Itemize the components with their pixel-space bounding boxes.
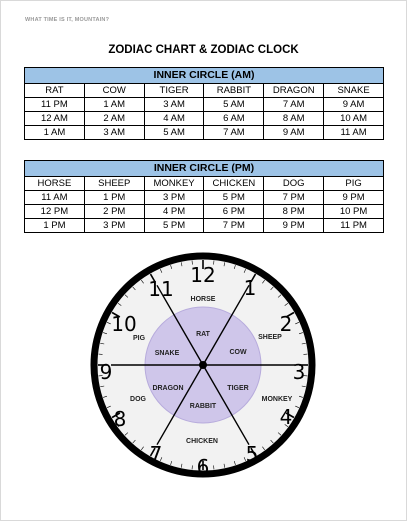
table-cell: 5 PM xyxy=(204,191,264,205)
table-cell: 6 PM xyxy=(204,205,264,219)
table-cell: 1 PM xyxy=(25,219,85,233)
table-cell: 9 AM xyxy=(324,98,384,112)
table-cell: 12 AM xyxy=(25,112,85,126)
outer-animal-dog: DOG xyxy=(130,396,146,403)
am-zodiac-table xyxy=(24,67,384,140)
clock-number-1: 1 xyxy=(243,276,257,300)
table-cell: 7 PM xyxy=(204,219,264,233)
clock-number-5: 5 xyxy=(245,442,259,466)
clock-number-2: 2 xyxy=(279,312,293,336)
table-cell: 10 PM xyxy=(324,205,384,219)
table-row xyxy=(25,98,384,112)
table-cell: 1 AM xyxy=(25,126,85,140)
pm-col-header: PIG xyxy=(324,177,384,191)
table-cell: 3 PM xyxy=(84,219,144,233)
table-cell: 2 PM xyxy=(84,205,144,219)
clock-number-9: 9 xyxy=(99,360,113,384)
clock-number-3: 3 xyxy=(292,360,306,384)
am-col-header: TIGER xyxy=(144,84,204,98)
inner-animal-rat: RAT xyxy=(196,331,210,338)
table-cell: 5 AM xyxy=(144,126,204,140)
table-cell: 11 PM xyxy=(324,219,384,233)
table-cell: 1 AM xyxy=(84,98,144,112)
pm-col-header: HORSE xyxy=(25,177,85,191)
table-row xyxy=(25,191,384,205)
am-col-header: DRAGON xyxy=(264,84,324,98)
table-cell: 1 PM xyxy=(84,191,144,205)
table-row xyxy=(25,126,384,140)
table-cell: 4 PM xyxy=(144,205,204,219)
document-title: ZODIAC CHART & ZODIAC CLOCK xyxy=(108,44,299,56)
inner-animal-snake: SNAKE xyxy=(154,350,180,357)
am-col-header: COW xyxy=(84,84,144,98)
table-cell: 10 AM xyxy=(324,112,384,126)
pm-col-header: SHEEP xyxy=(84,177,144,191)
table-cell: 3 AM xyxy=(84,126,144,140)
clock-number-8: 8 xyxy=(113,407,127,431)
table-cell: 8 PM xyxy=(264,205,324,219)
inner-animal-dragon: DRAGON xyxy=(152,385,184,392)
table-cell: 9 PM xyxy=(264,219,324,233)
pm-col-header: DOG xyxy=(264,177,324,191)
clock-number-6: 6 xyxy=(196,455,210,479)
table-cell: 11 PM xyxy=(25,98,85,112)
table-cell: 7 AM xyxy=(204,126,264,140)
table-row xyxy=(25,112,384,126)
am-table-title: INNER CIRCLE (AM) xyxy=(25,68,384,84)
inner-animal-cow: COW xyxy=(229,349,247,356)
table-cell: 5 AM xyxy=(204,98,264,112)
clock-number-10: 10 xyxy=(111,312,137,336)
table-cell: 7 AM xyxy=(264,98,324,112)
pm-zodiac-table xyxy=(24,160,384,233)
table-cell: 9 PM xyxy=(324,191,384,205)
clock-center-dot xyxy=(199,361,207,369)
clock-number-4: 4 xyxy=(279,405,293,429)
outer-animal-sheep: SHEEP xyxy=(258,334,282,341)
clock-number-12: 12 xyxy=(190,263,216,287)
outer-animal-pig: PIG xyxy=(132,335,146,342)
table-row xyxy=(25,219,384,233)
pm-col-header: MONKEY xyxy=(144,177,204,191)
am-col-header: SNAKE xyxy=(324,84,384,98)
outer-animal-monkey: MONKEY xyxy=(261,396,293,403)
table-cell: 4 AM xyxy=(144,112,204,126)
table-cell: 5 PM xyxy=(144,219,204,233)
table-cell: 7 PM xyxy=(264,191,324,205)
pm-table-title: INNER CIRCLE (PM) xyxy=(25,161,384,177)
table-row xyxy=(25,205,384,219)
pm-col-header: CHICKEN xyxy=(204,177,264,191)
am-col-header: RAT xyxy=(25,84,85,98)
outer-animal-chicken: CHICKEN xyxy=(186,438,218,445)
table-cell: 9 AM xyxy=(264,126,324,140)
table-cell: 11 AM xyxy=(324,126,384,140)
table-cell: 8 AM xyxy=(264,112,324,126)
inner-animal-tiger: TIGER xyxy=(227,385,249,392)
inner-animal-rabbit: RABBIT xyxy=(189,403,217,410)
header-note: WHAT TIME IS IT, MOUNTAIN? xyxy=(25,17,110,23)
clock-number-11: 11 xyxy=(148,277,174,301)
table-cell: 11 AM xyxy=(25,191,85,205)
table-cell: 12 PM xyxy=(25,205,85,219)
table-cell: 6 AM xyxy=(204,112,264,126)
zodiac-clock-svg xyxy=(88,250,318,480)
table-cell: 2 AM xyxy=(84,112,144,126)
zodiac-clock xyxy=(88,250,318,480)
clock-number-7: 7 xyxy=(149,442,163,466)
am-col-header: RABBIT xyxy=(204,84,264,98)
outer-animal-horse: HORSE xyxy=(190,296,216,303)
table-cell: 3 AM xyxy=(144,98,204,112)
table-cell: 3 PM xyxy=(144,191,204,205)
